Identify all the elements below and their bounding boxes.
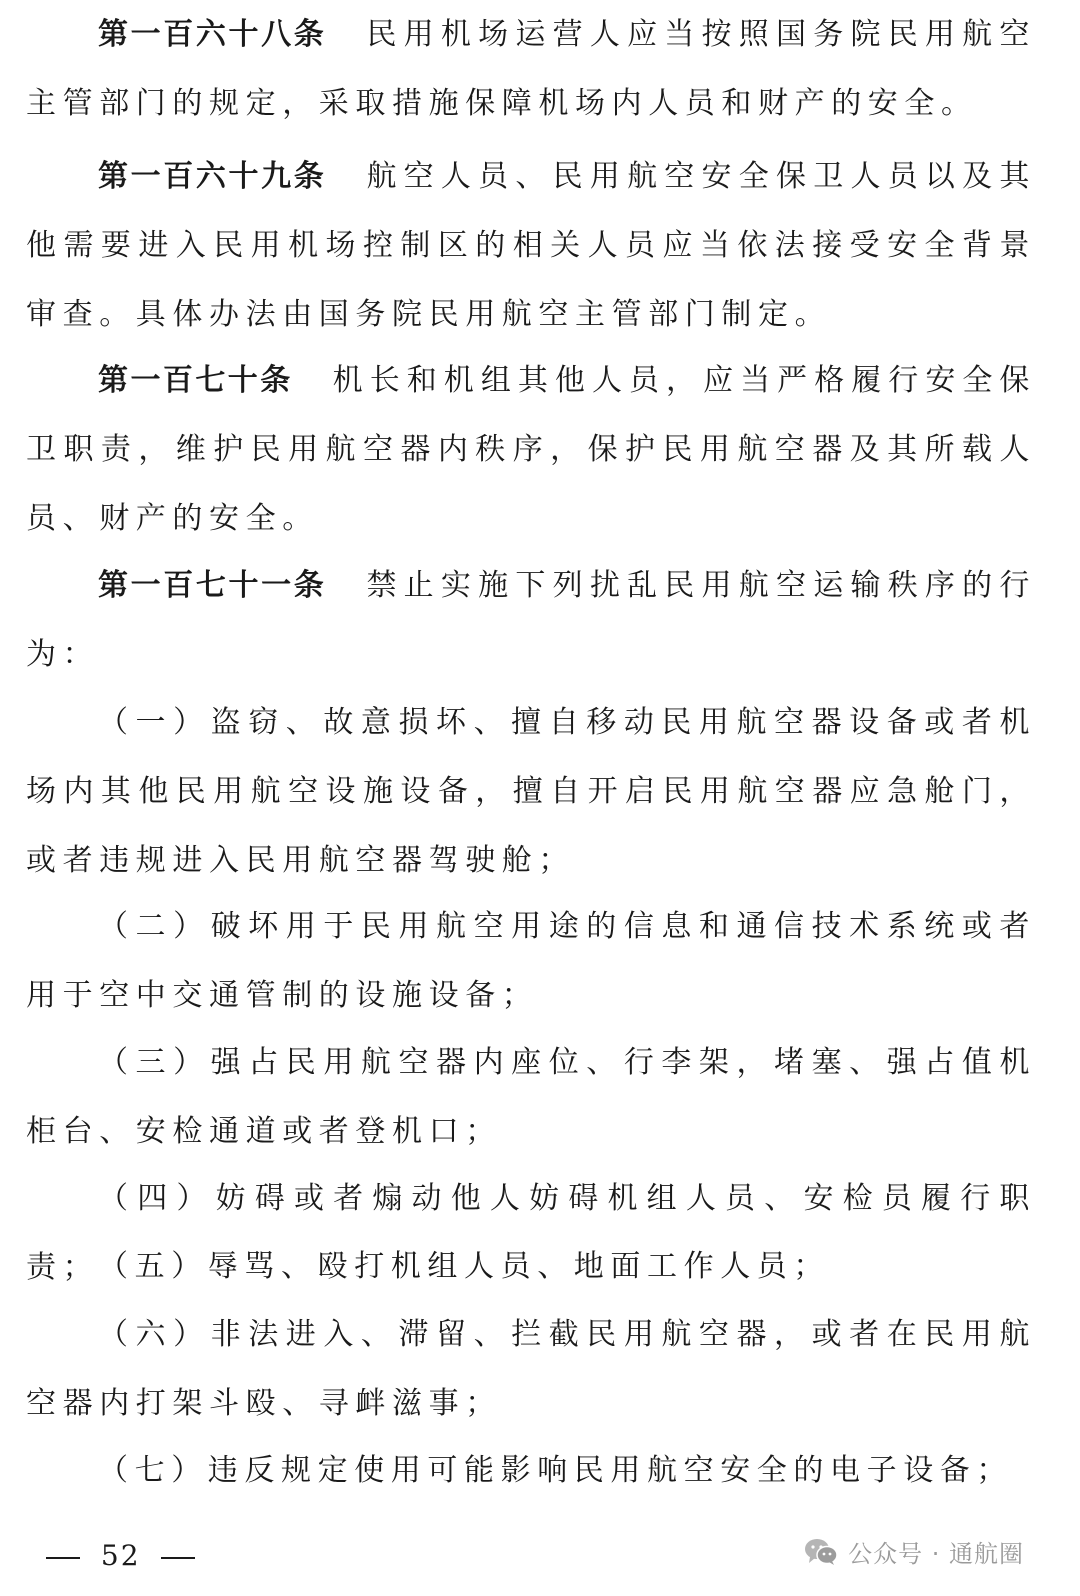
article-170 — [26, 346, 1036, 553]
article-label: 第一百六十九条 — [98, 159, 327, 194]
list-item-2: （二）破坏用于民用航空用途的信息和通信技术系统或者用于空中交通管制的设施设备； — [26, 909, 1036, 1013]
dash-left — [46, 1557, 80, 1559]
dash-right — [161, 1557, 195, 1559]
list-item-4: （四）妨碍或者煽动他人妨碍机组人员、安检员履行职责； — [26, 1181, 1036, 1285]
watermark-text: 公众号 · 通航圈 — [848, 1540, 1024, 1568]
watermark — [804, 1534, 1024, 1569]
article-label: 第一百七十条 — [98, 363, 293, 398]
article-text: 禁止实施下列扰乱民用航空运输秩序的行为： — [26, 568, 1036, 672]
list-item-1: （一）盗窃、故意损坏、擅自移动民用航空器设备或者机场内其他民用航空设施设备，擅自开启民用航空器应急舱门，或者违规进入民用航空器驾驶舱； — [26, 705, 1036, 878]
article-text: 机长和机组其他人员，应当严格履行安全保卫职责，维护民用航空器内秩序，保护民用航空器及其所载人员、财产的安全。 — [26, 363, 1037, 536]
article-text: 航空人员、民用航空安全保卫人员以及其他需要进入民用机场控制区的相关人员应当依法接受安全背景审查。具体办法由国务院民用航空主管部门制定。 — [26, 159, 1036, 332]
article-label: 第一百七十一条 — [98, 568, 327, 603]
article-168 — [26, 0, 1036, 138]
page-number — [36, 1536, 205, 1576]
article-169 — [26, 142, 1036, 349]
list-item-5: （五）辱骂、殴打机组人员、地面工作人员； — [98, 1249, 830, 1284]
list-item-3: （三）强占民用航空器内座位、行李架，堵塞、强占值机柜台、安检通道或者登机口； — [26, 1045, 1036, 1149]
wechat-icon — [804, 1538, 838, 1566]
list-item-7: （七）违反规定使用可能影响民用航空安全的电子设备； — [98, 1453, 1013, 1488]
list-item-6: （六）非法进入、滞留、拦截民用航空器，或者在民用航空器内打架斗殴、寻衅滋事； — [26, 1317, 1036, 1421]
page-number-text: 52 — [100, 1539, 141, 1572]
article-171 — [26, 551, 1036, 689]
article-label: 第一百六十八条 — [98, 17, 327, 52]
article-text: 民用机场运营人应当按照国务院民用航空主管部门的规定，采取措施保障机场内人员和财产的安全。 — [26, 17, 1036, 121]
